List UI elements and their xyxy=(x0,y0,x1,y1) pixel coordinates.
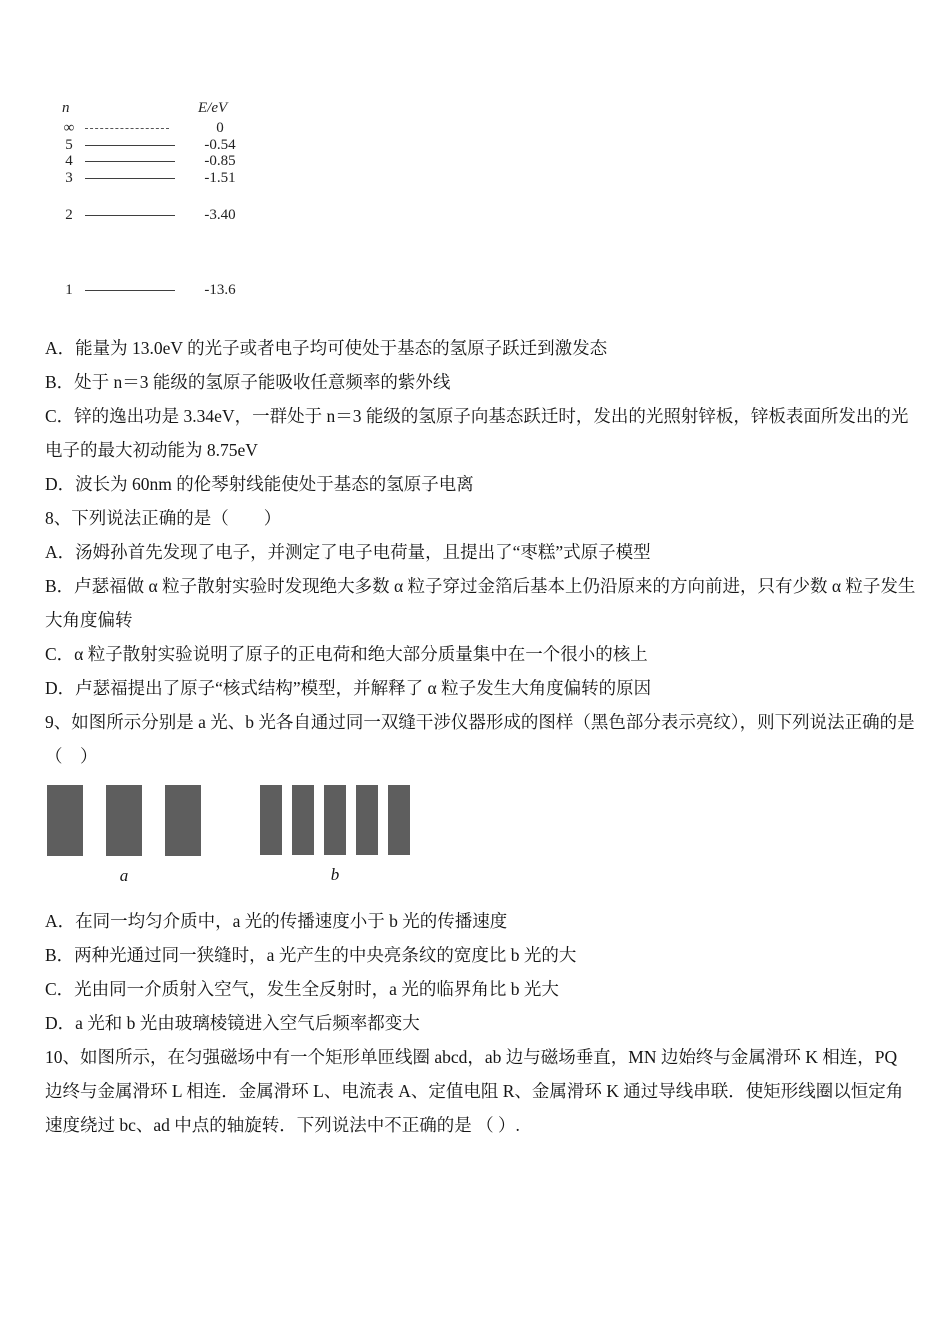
level-energy-value: -0.85 xyxy=(204,153,236,169)
pattern-b-label: b xyxy=(330,865,340,884)
energy-level-diagram xyxy=(58,100,318,315)
interference-bar xyxy=(165,785,201,856)
interference-pattern-figure xyxy=(47,785,917,888)
pattern-a xyxy=(47,785,201,887)
diagram-header-e: E/eV xyxy=(198,100,228,116)
energy-level-row-2 xyxy=(58,207,318,223)
level-n-label: 2 xyxy=(65,207,73,223)
q8-stem: 8、下列说法正确的是（ ） xyxy=(45,508,282,528)
level-line xyxy=(85,161,175,162)
q9-option-d: D．a 光和 b 光由玻璃棱镜进入空气后频率都变大 xyxy=(45,1013,420,1033)
interference-bar xyxy=(324,785,346,855)
level-n-label: 1 xyxy=(65,282,73,298)
q8-option-a: A．汤姆孙首先发现了电子，并测定了电子电荷量，且提出了“枣糕”式原子模型 xyxy=(45,542,651,562)
interference-bar xyxy=(260,785,282,855)
level-energy-value: -13.6 xyxy=(204,282,236,298)
level-energy-value: 0 xyxy=(216,120,224,136)
interference-bar xyxy=(106,785,142,856)
level-line xyxy=(85,215,175,216)
question-text-block xyxy=(45,331,917,1142)
q8-option-c: C．α 粒子散射实验说明了原子的正电荷和绝大部分质量集中在一个很小的核上 xyxy=(45,644,648,664)
energy-level-row-5 xyxy=(58,137,318,153)
level-n-label: ∞ xyxy=(63,120,75,136)
level-n-label: 5 xyxy=(65,137,73,153)
q8-option-b: B．卢瑟福做 α 粒子散射实验时发现绝大多数 α 粒子穿过金箔后基本上仍沿原来的方向前进，只有少数 α 粒子发生大角度偏转 xyxy=(45,576,916,630)
level-line-dashed xyxy=(85,128,169,129)
q8-option-d: D．卢瑟福提出了原子“核式结构”模型，并解释了 α 粒子发生大角度偏转的原因 xyxy=(45,678,652,698)
q7-option-c: C．锌的逸出功是 3.34eV，一群处于 n＝3 能级的氢原子向基态跃迁时，发出的光照射锌板，锌板表面所发出的光电子的最大初动能为 8.75eV xyxy=(45,406,909,460)
q9-stem: 9、如图所示分别是 a 光、b 光各自通过同一双缝干涉仪器形成的图样（黑色部分表示亮纹），则下列说法正确的是（ ） xyxy=(45,712,915,766)
level-line xyxy=(85,178,175,179)
level-line xyxy=(85,145,175,146)
energy-level-row-3 xyxy=(58,170,318,186)
level-energy-value: -0.54 xyxy=(204,137,236,153)
pattern-b xyxy=(260,785,410,886)
q7-option-b: B．处于 n＝3 能级的氢原子能吸收任意频率的紫外线 xyxy=(45,372,451,392)
interference-bar xyxy=(356,785,378,855)
pattern-a-bars xyxy=(47,785,201,856)
level-n-label: 4 xyxy=(65,153,73,169)
q9-option-b: B．两种光通过同一狭缝时，a 光产生的中央亮条纹的宽度比 b 光的大 xyxy=(45,945,577,965)
interference-bar xyxy=(388,785,410,855)
q9-option-a: A．在同一均匀介质中，a 光的传播速度小于 b 光的传播速度 xyxy=(45,911,508,931)
q9-option-c: C．光由同一介质射入空气，发生全反射时，a 光的临界角比 b 光大 xyxy=(45,979,559,999)
q10-stem: 10、如图所示，在匀强磁场中有一个矩形单匝线圈 abcd，ab 边与磁场垂直，MN 边始终与金属滑环 K 相连，PQ 边终与金属滑环 L 相连．金属滑环 L、电流表 A、定值电阻 R、金属滑环 K 通过导线串联．使矩形线圈以恒定角速度绕过 bc、ad 中点的轴旋转．下列说法中不正确的是 （ ）. xyxy=(45,1047,904,1135)
interference-bar xyxy=(47,785,83,856)
pattern-a-label: a xyxy=(119,866,129,885)
diagram-header-n: n xyxy=(62,100,70,116)
level-energy-value: -1.51 xyxy=(204,170,236,186)
interference-bar xyxy=(292,785,314,855)
energy-level-row-4 xyxy=(58,153,318,169)
level-energy-value: -3.40 xyxy=(204,207,236,223)
level-n-label: 3 xyxy=(65,170,73,186)
energy-level-row-1 xyxy=(58,282,318,298)
q7-option-a: A．能量为 13.0eV 的光子或者电子均可使处于基态的氢原子跃迁到激发态 xyxy=(45,338,608,358)
q7-option-d: D．波长为 60nm 的伦琴射线能使处于基态的氢原子电离 xyxy=(45,474,474,494)
pattern-b-bars xyxy=(260,785,410,855)
energy-level-row-inf xyxy=(58,120,318,136)
level-line xyxy=(85,290,175,291)
